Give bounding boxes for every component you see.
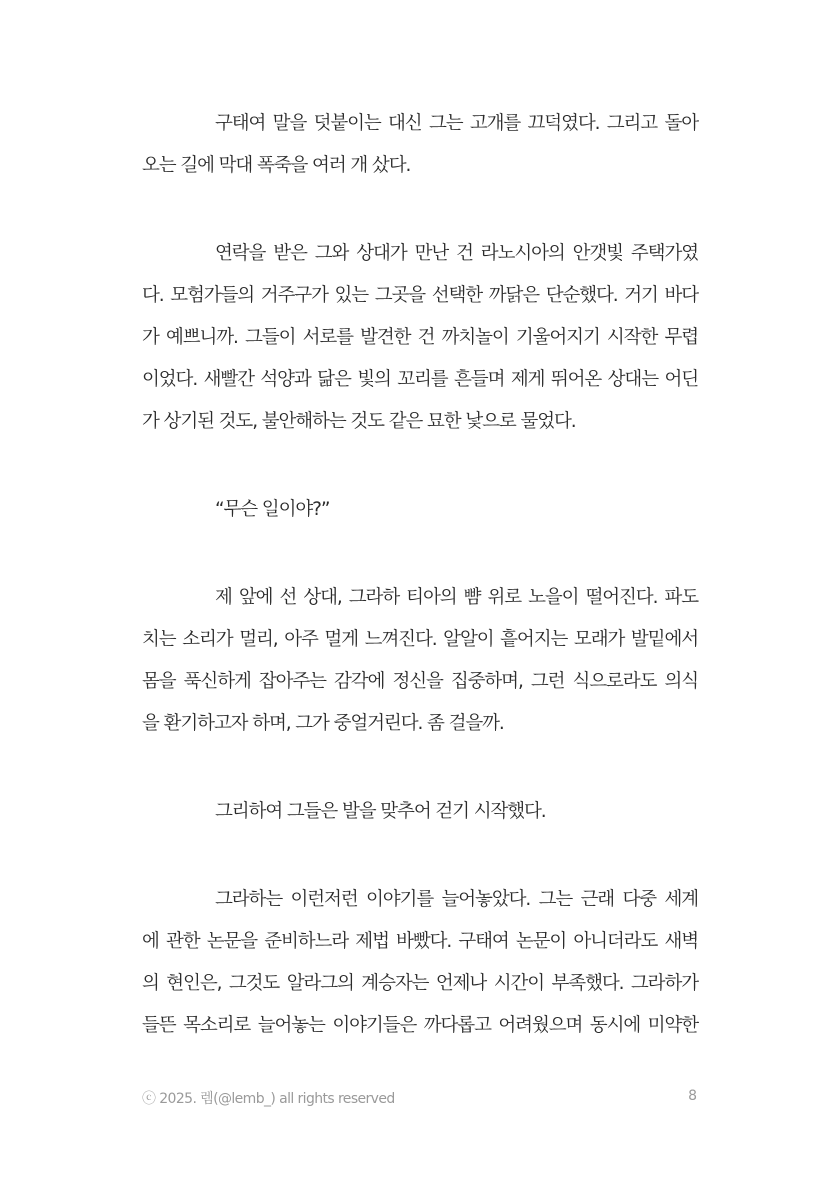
paragraph-line: 의 현인은, 그것도 알라그의 계승자는 언제나 시간이 부족했다. 그라하가	[142, 973, 698, 994]
paragraph	[142, 879, 698, 1047]
paragraph-line: 들뜬 목소리로 늘어놓는 이야기들은 까다롭고 어려웠으며 동시에 미약한	[142, 1015, 698, 1036]
paragraph-line: 연락을 받은 그와 상대가 만난 건 라노시아의 안갯빛 주택가였	[215, 243, 698, 264]
paragraph-line: 그리하여 그들은 발을 맞추어 걷기 시작했다.	[215, 801, 546, 822]
paragraph	[142, 233, 698, 443]
paragraph-line: 제 앞에 선 상대, 그라하 티아의 뺨 위로 노을이 떨어진다. 파도	[215, 587, 698, 608]
paragraph-line: “무슨 일이야?”	[215, 499, 330, 520]
paragraph-line: 가 예쁘니까. 그들이 서로를 발견한 건 까치놀이 기울어지기 시작한 무렵	[142, 327, 698, 348]
paragraph	[142, 103, 698, 187]
paragraph	[142, 489, 698, 531]
paragraph-line: 치는 소리가 멀리, 아주 멀게 느껴진다. 알알이 흩어지는 모래가 발밑에서	[142, 629, 698, 650]
paragraph-line: 오는 길에 막대 폭죽을 여러 개 샀다.	[142, 155, 411, 176]
paragraph-line: 을 환기하고자 하며, 그가 중얼거린다. 좀 걸을까.	[142, 713, 504, 734]
paragraph-line: 다. 모험가들의 거주구가 있는 그곳을 선택한 까닭은 단순했다. 거기 바다	[142, 285, 698, 306]
body-text	[142, 103, 698, 1047]
paragraph-line: 에 관한 논문을 준비하느라 제법 바빴다. 구태여 논문이 아니더라도 새벽	[142, 931, 698, 952]
copyright-notice: ⓒ 2025. 렘(@lemb_) all rights reserved	[142, 1091, 395, 1107]
paragraph-line: 가 상기된 것도, 불안해하는 것도 같은 묘한 낯으로 물었다.	[142, 411, 576, 432]
paragraph-line: 몸을 푹신하게 잡아주는 감각에 정신을 집중하며, 그런 식으로라도 의식	[142, 671, 698, 692]
paragraph-line: 이었다. 새빨간 석양과 닮은 빛의 꼬리를 흔들며 제게 뛰어온 상대는 어딘	[142, 369, 698, 390]
paragraph	[142, 577, 698, 745]
page-number: 8	[688, 1088, 697, 1104]
paragraph	[142, 791, 698, 833]
paragraph-line: 그라하는 이런저런 이야기를 늘어놓았다. 그는 근래 다중 세계	[215, 889, 698, 910]
paragraph-line: 구태여 말을 덧붙이는 대신 그는 고개를 끄덕였다. 그리고 돌아	[215, 113, 698, 134]
